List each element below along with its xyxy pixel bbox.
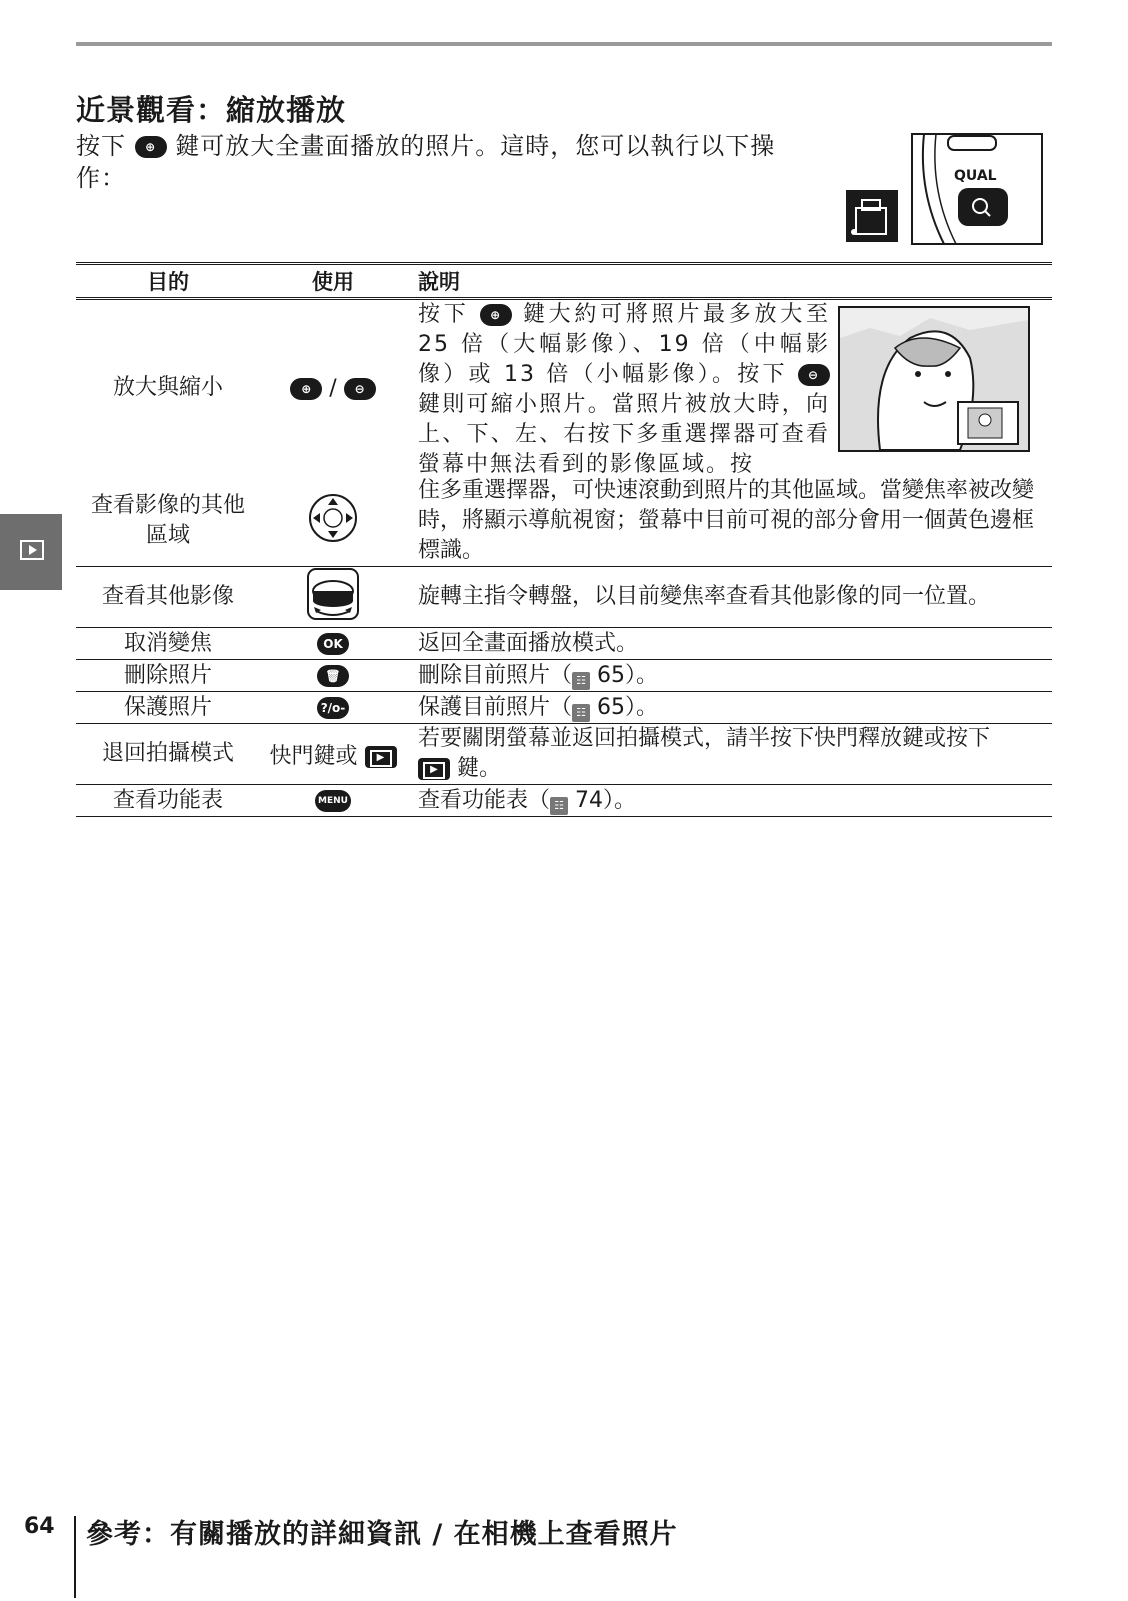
section-title: 近景觀看：縮放播放 [76,93,347,127]
desc-protect [406,692,1052,724]
desc-zoom [406,299,1052,477]
desc-protect-before: 保護目前照片（ [418,694,573,720]
desc-protect-after: ）。 [625,694,659,720]
use-shooting-text: 快門鍵或 [269,743,358,769]
zoom-out-icon: ⊖ [798,364,830,386]
desc-other-images: 旋轉主指令轉盤，以目前變焦率查看其他影像的同一位置。 [406,567,1052,628]
table-row-delete [76,660,1052,692]
intro-after: 鍵可放大全畫面播放的照片。這時，您可以執行以下操作： [76,132,776,192]
page-number: 64 [24,1514,55,1539]
purpose-shooting: 退回拍攝模式 [76,724,260,785]
footer-divider [74,1516,76,1598]
playback-button-icon: ▶ [418,758,450,780]
zoom-in-icon: ⊕ [290,378,322,400]
purpose-pan [76,476,260,567]
zoom-in-icon: ⊕ [480,304,512,326]
playback-icon [20,540,44,560]
desc-shooting-line1: 若要關閉螢幕並返回拍攝模式，請半按下快門釋放鍵或按下 [418,726,991,751]
desc-zoom-part3: 住多重選擇器，可快速滾動到照片的其他區域。當變焦率被改變時，將顯示導航視窗；螢幕中目前可視的部分會用一個黃色邊框標識。 [418,478,1035,563]
purpose-menu: 查看功能表 [76,785,260,817]
ok-button-icon: OK [317,633,349,655]
desc-shooting-line2: 鍵。 [457,756,502,781]
use-menu [260,785,406,817]
header-purpose: 目的 [76,264,260,299]
table-row-menu [76,785,1052,817]
use-other-images [260,567,406,628]
desc-zoom-part1-before: 按下 [418,302,470,327]
desc-zoom-part2: 鍵則可縮小照片。當照片被放大時，向上、下、左、右按下多重選擇器可查看螢幕中無法看到的影像區域。按 [418,392,830,477]
operations-table [76,262,1052,817]
intro-before: 按下 [76,132,126,160]
multi-selector-icon [308,493,358,543]
protect-key-icon: ?/o- [317,697,349,719]
table-row-protect [76,692,1052,724]
zoom-in-icon: ⊕ [135,136,167,158]
zoomed-portrait-illustration [838,306,1030,452]
footer-chapter-title: 參考：有關播放的詳細資訊 / 在相機上查看照片 [86,1519,678,1550]
use-cancel-zoom [260,628,406,660]
table-row-zoom [76,299,1052,477]
playback-button-icon: ▶ [365,746,397,768]
purpose-cancel-zoom: 取消變焦 [76,628,260,660]
table-row-shooting [76,724,1052,785]
desc-pan [406,476,1052,567]
use-zoom: ⊕ / ⊖ [260,299,406,477]
desc-menu-before: 查看功能表（ [418,787,551,813]
purpose-other-images: 查看其他影像 [76,567,260,628]
trash-icon: 🗑 [317,665,349,687]
table-row-pan [76,476,1052,567]
zoom-out-icon: ⊖ [344,378,376,400]
desc-delete [406,660,1052,692]
purpose-delete: 刪除照片 [76,660,260,692]
table-header-row [76,264,1052,299]
desc-delete-after: ）。 [625,662,659,688]
top-rule [76,42,1052,46]
desc-zoom-part1-after: 鍵大約可將照片最多放大至 25 倍（大幅影像）、19 倍（中幅影像）或 13 倍（小幅影像）。按下 [418,302,830,387]
camera-button-illustration [844,132,1044,248]
desc-menu [406,785,1052,817]
purpose-pan-line1: 查看影像的其他 [90,493,245,518]
purpose-pan-line2: 區域 [145,523,190,548]
desc-menu-after: ）。 [603,787,637,813]
table-row-other-images [76,567,1052,628]
use-shooting [260,724,406,785]
use-pan [260,476,406,567]
intro-paragraph [76,130,796,194]
page-ref-icon: ☷ [572,704,590,722]
desc-menu-page: 74 [575,787,604,813]
desc-delete-page: 65 [597,662,626,688]
purpose-zoom: 放大與縮小 [112,375,223,400]
qual-label: QUAL [954,168,997,184]
purpose-protect: 保護照片 [76,692,260,724]
command-dial-icon [306,567,360,621]
desc-delete-before: 刪除目前照片（ [418,662,573,688]
page-ref-icon: ☷ [550,797,568,815]
desc-shooting [406,724,1052,785]
use-protect [260,692,406,724]
table-row-cancel-zoom [76,628,1052,660]
page-ref-icon: ☷ [572,672,590,690]
header-description: 說明 [406,264,1052,299]
desc-cancel-zoom: 返回全畫面播放模式。 [406,628,1052,660]
desc-protect-page: 65 [597,694,626,720]
playback-section-tab [0,514,62,590]
header-use: 使用 [260,264,406,299]
menu-button-icon: MENU [315,790,351,812]
use-delete [260,660,406,692]
